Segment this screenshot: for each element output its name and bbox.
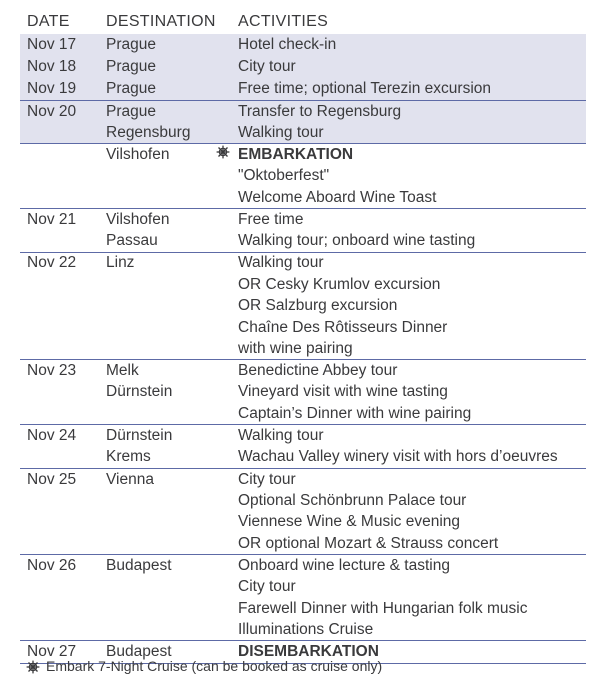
row-destination: Prague: [106, 80, 156, 98]
row-activity: OR Salzburg excursion: [238, 297, 398, 315]
row-activity: City tour: [238, 578, 296, 596]
row-activity: Viennese Wine & Music evening: [238, 513, 461, 531]
itinerary-row: [20, 274, 586, 295]
row-activity: Wachau Valley winery visit with hors d’oeuvres: [238, 448, 558, 466]
itinerary-row: [20, 187, 586, 208]
row-destination: Budapest: [106, 556, 172, 574]
itinerary-row: [20, 360, 586, 381]
itinerary-row: [20, 403, 586, 424]
row-destination: Vilshofen: [106, 210, 170, 228]
itinerary-day-group: [20, 101, 586, 144]
row-activity: Hotel check-in: [238, 36, 337, 54]
row-destination: Dürnstein: [106, 427, 173, 444]
row-destination: Vilshofen: [106, 146, 170, 163]
row-destination: Passau: [106, 232, 158, 250]
itinerary-day-group: [20, 34, 586, 55]
itinerary-row: [20, 295, 586, 316]
row-activity: Captain’s Dinner with wine pairing: [238, 404, 472, 422]
itinerary-row: [20, 619, 586, 640]
row-date: Nov 27: [27, 643, 77, 661]
itinerary-row: [20, 78, 586, 99]
itinerary-day-group: [20, 56, 586, 77]
row-activity: Illuminations Cruise: [238, 620, 374, 638]
row-destination: Melk: [106, 362, 139, 380]
row-activity: OR Cesky Krumlov excursion: [238, 275, 441, 293]
row-date: Nov 25: [27, 470, 77, 488]
header-destination: DESTINATION: [106, 13, 216, 30]
ship-wheel-icon: [216, 145, 230, 159]
row-date: Nov 20: [27, 102, 77, 120]
row-destination: Vienna: [106, 470, 154, 488]
itinerary-row: [20, 490, 586, 511]
row-activity: Free time; optional Terezin excursion: [238, 80, 492, 98]
row-activity: "Oktoberfest": [238, 167, 330, 185]
itinerary-row: [20, 101, 586, 122]
itinerary-row: [20, 576, 586, 597]
footnote: Embark 7-Night Cruise (can be booked as cruise only): [46, 658, 383, 674]
itinerary-row: [20, 122, 586, 143]
row-date: Nov 22: [27, 254, 77, 272]
row-activity: Walking tour: [238, 254, 324, 272]
row-activity: EMBARKATION: [238, 146, 354, 163]
row-activity: Chaîne Des Rôtisseurs Dinner: [238, 318, 448, 336]
itinerary-row: [20, 598, 586, 619]
itinerary-row: [20, 230, 586, 251]
itinerary-day-group: [20, 469, 586, 555]
itinerary-day-group: [20, 425, 586, 468]
row-destination: Prague: [106, 58, 156, 76]
itinerary-row: [20, 209, 586, 230]
itinerary-day-group: [20, 78, 586, 99]
row-activity: Optional Schönbrunn Palace tour: [238, 491, 467, 509]
row-activity: City tour: [238, 470, 296, 488]
row-date: Nov 18: [27, 58, 77, 76]
row-date: Nov 21: [27, 210, 77, 228]
itinerary-row: [20, 469, 586, 490]
itinerary-day-group: [20, 360, 586, 424]
row-date: Nov 24: [27, 427, 77, 444]
row-destination: Prague: [106, 102, 156, 120]
row-date: Nov 17: [27, 36, 77, 54]
row-date: Nov 23: [27, 362, 77, 380]
row-date: Nov 19: [27, 80, 77, 98]
row-activity: Walking tour: [238, 123, 324, 141]
itinerary-row: [20, 34, 586, 55]
itinerary-row: [20, 165, 586, 186]
itinerary-day-group: [20, 252, 586, 359]
itinerary-row: [20, 533, 586, 554]
row-activity: Welcome Aboard Wine Toast: [238, 188, 437, 206]
row-activity: Walking tour: [238, 427, 324, 444]
itinerary-day-group: [20, 209, 586, 252]
row-destination: Regensburg: [106, 123, 191, 141]
itinerary-row: [20, 555, 586, 576]
ship-wheel-icon: [26, 660, 40, 674]
row-destination: Krems: [106, 448, 151, 466]
itinerary-row: [20, 144, 586, 165]
itinerary-row: [20, 56, 586, 77]
itinerary-row: [20, 317, 586, 338]
row-activity: Benedictine Abbey tour: [238, 362, 398, 380]
row-activity: Farewell Dinner with Hungarian folk music: [238, 599, 528, 617]
row-activity: Onboard wine lecture & tasting: [238, 556, 450, 574]
row-activity: Walking tour; onboard wine tasting: [238, 232, 476, 250]
row-activity: Free time: [238, 210, 304, 228]
itinerary-row: [20, 381, 586, 402]
row-activity: Vineyard visit with wine tasting: [238, 383, 448, 401]
row-activity: OR optional Mozart & Strauss concert: [238, 534, 499, 552]
row-activity: DISEMBARKATION: [238, 643, 379, 661]
itinerary-row: [20, 252, 586, 273]
row-destination: Dürnstein: [106, 383, 173, 401]
row-activity: City tour: [238, 58, 296, 76]
itinerary-day-group: [20, 144, 586, 208]
header-date: DATE: [27, 13, 70, 30]
row-destination: Prague: [106, 36, 156, 54]
row-destination: Budapest: [106, 643, 172, 661]
header-activities: ACTIVITIES: [238, 13, 329, 30]
itinerary-row: [20, 511, 586, 532]
itinerary-row: [20, 446, 586, 467]
row-activity: Transfer to Regensburg: [238, 102, 402, 120]
itinerary-row: [20, 338, 586, 359]
row-destination: Linz: [106, 254, 135, 272]
row-activity: with wine pairing: [238, 339, 353, 357]
itinerary-row: [20, 425, 586, 446]
itinerary-day-group: [20, 555, 586, 641]
row-date: Nov 26: [27, 556, 77, 574]
